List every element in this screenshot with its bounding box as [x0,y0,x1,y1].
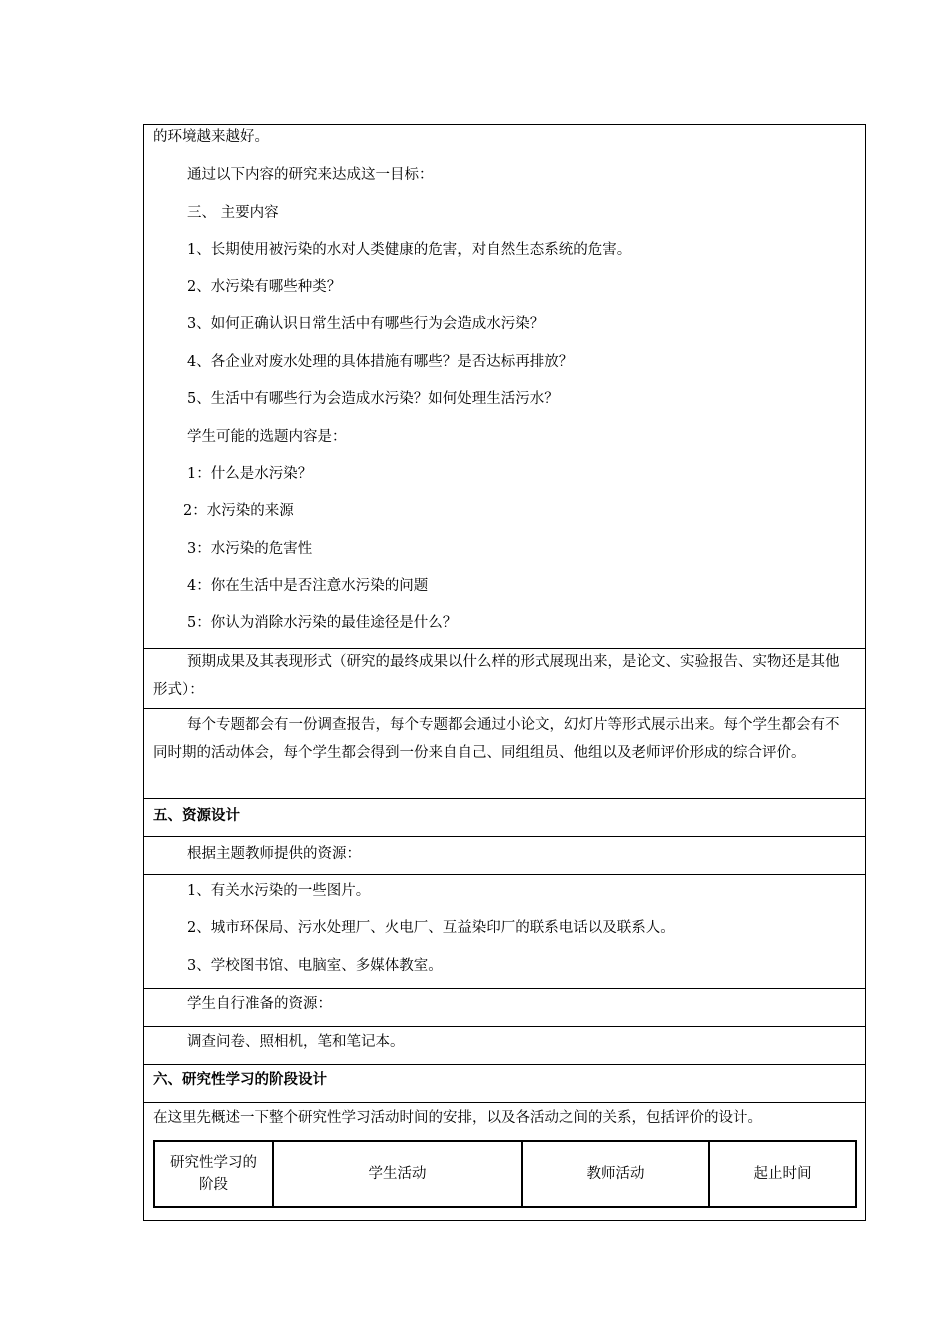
expected-outcomes-body: 每个专题都会有一份调查报告，每个专题都会通过小论文，幻灯片等形式展示出来。每个学生都会有不同时期的活动体会，每个学生都会得到一份来自自己、同组组员、他组以及老师评价形成的综合评价。 [153,717,840,761]
row-divider [143,798,866,799]
section-title: 六、研究性学习的阶段设计 [153,1071,327,1088]
list-item: 1、长期使用被污染的水对人类健康的危害，对自然生态系统的危害。 [187,242,632,258]
row-divider [143,1064,866,1065]
row-divider [143,836,866,837]
paragraph-line: 的环境越来越好。 [153,129,269,145]
list-item: 3、学校图书馆、电脑室、多媒体教室。 [187,958,443,974]
row-divider [143,874,866,875]
column-header-student-activity: 学生活动 [274,1142,523,1206]
list-item: 2、水污染有哪些种类？ [187,279,342,295]
stages-table-header [153,1140,857,1208]
row-divider [143,1026,866,1027]
column-header-time-range: 起止时间 [753,1166,812,1182]
list-item: 1、有关水污染的一些图片。 [187,883,371,899]
student-resources-heading: 学生自行准备的资源： [187,996,332,1012]
section-title: 五、资源设计 [153,807,240,824]
teacher-resources-heading: 根据主题教师提供的资源： [187,846,361,862]
section-heading: 三、 主要内容 [187,205,279,221]
paragraph-line: 通过以下内容的研究来达成这一目标： [187,167,434,183]
list-item: 3、如何正确认识日常生活中有哪些行为会造成水污染？ [187,316,545,332]
row-divider [143,1102,866,1103]
paragraph-line: 学生可能的选题内容是： [187,429,347,445]
list-item: 4：你在生活中是否注意水污染的问题 [187,578,429,594]
list-item: 5：你认为消除水污染的最佳途径是什么？ [187,615,458,631]
list-item: 2：水污染的来源 [183,503,294,519]
list-item: 5、生活中有哪些行为会造成水污染？如何处理生活污水？ [187,391,559,407]
expected-outcomes-heading: 预期成果及其表现形式（研究的最终成果以什么样的形式展现出来，是论文、实验报告、实物还是其他形式）： [153,654,840,698]
student-resources-body: 调查问卷、照相机，笔和笔记本。 [187,1034,405,1050]
row-divider [143,988,866,989]
stages-intro: 在这里先概述一下整个研究性学习活动时间的安排，以及各活动之间的关系，包括评价的设计。 [153,1110,762,1126]
list-item: 3：水污染的危害性 [187,541,313,557]
column-header-stage: 研究性学习的阶段 [155,1142,274,1206]
list-item: 4、各企业对废水处理的具体措施有哪些？是否达标再排放？ [187,354,574,370]
column-header-teacher-activity: 教师活动 [523,1142,710,1206]
list-item: 2、城市环保局、污水处理厂、火电厂、互益染印厂的联系电话以及联系人。 [187,920,675,936]
row-divider [143,708,866,709]
list-item: 1：什么是水污染？ [187,466,313,482]
